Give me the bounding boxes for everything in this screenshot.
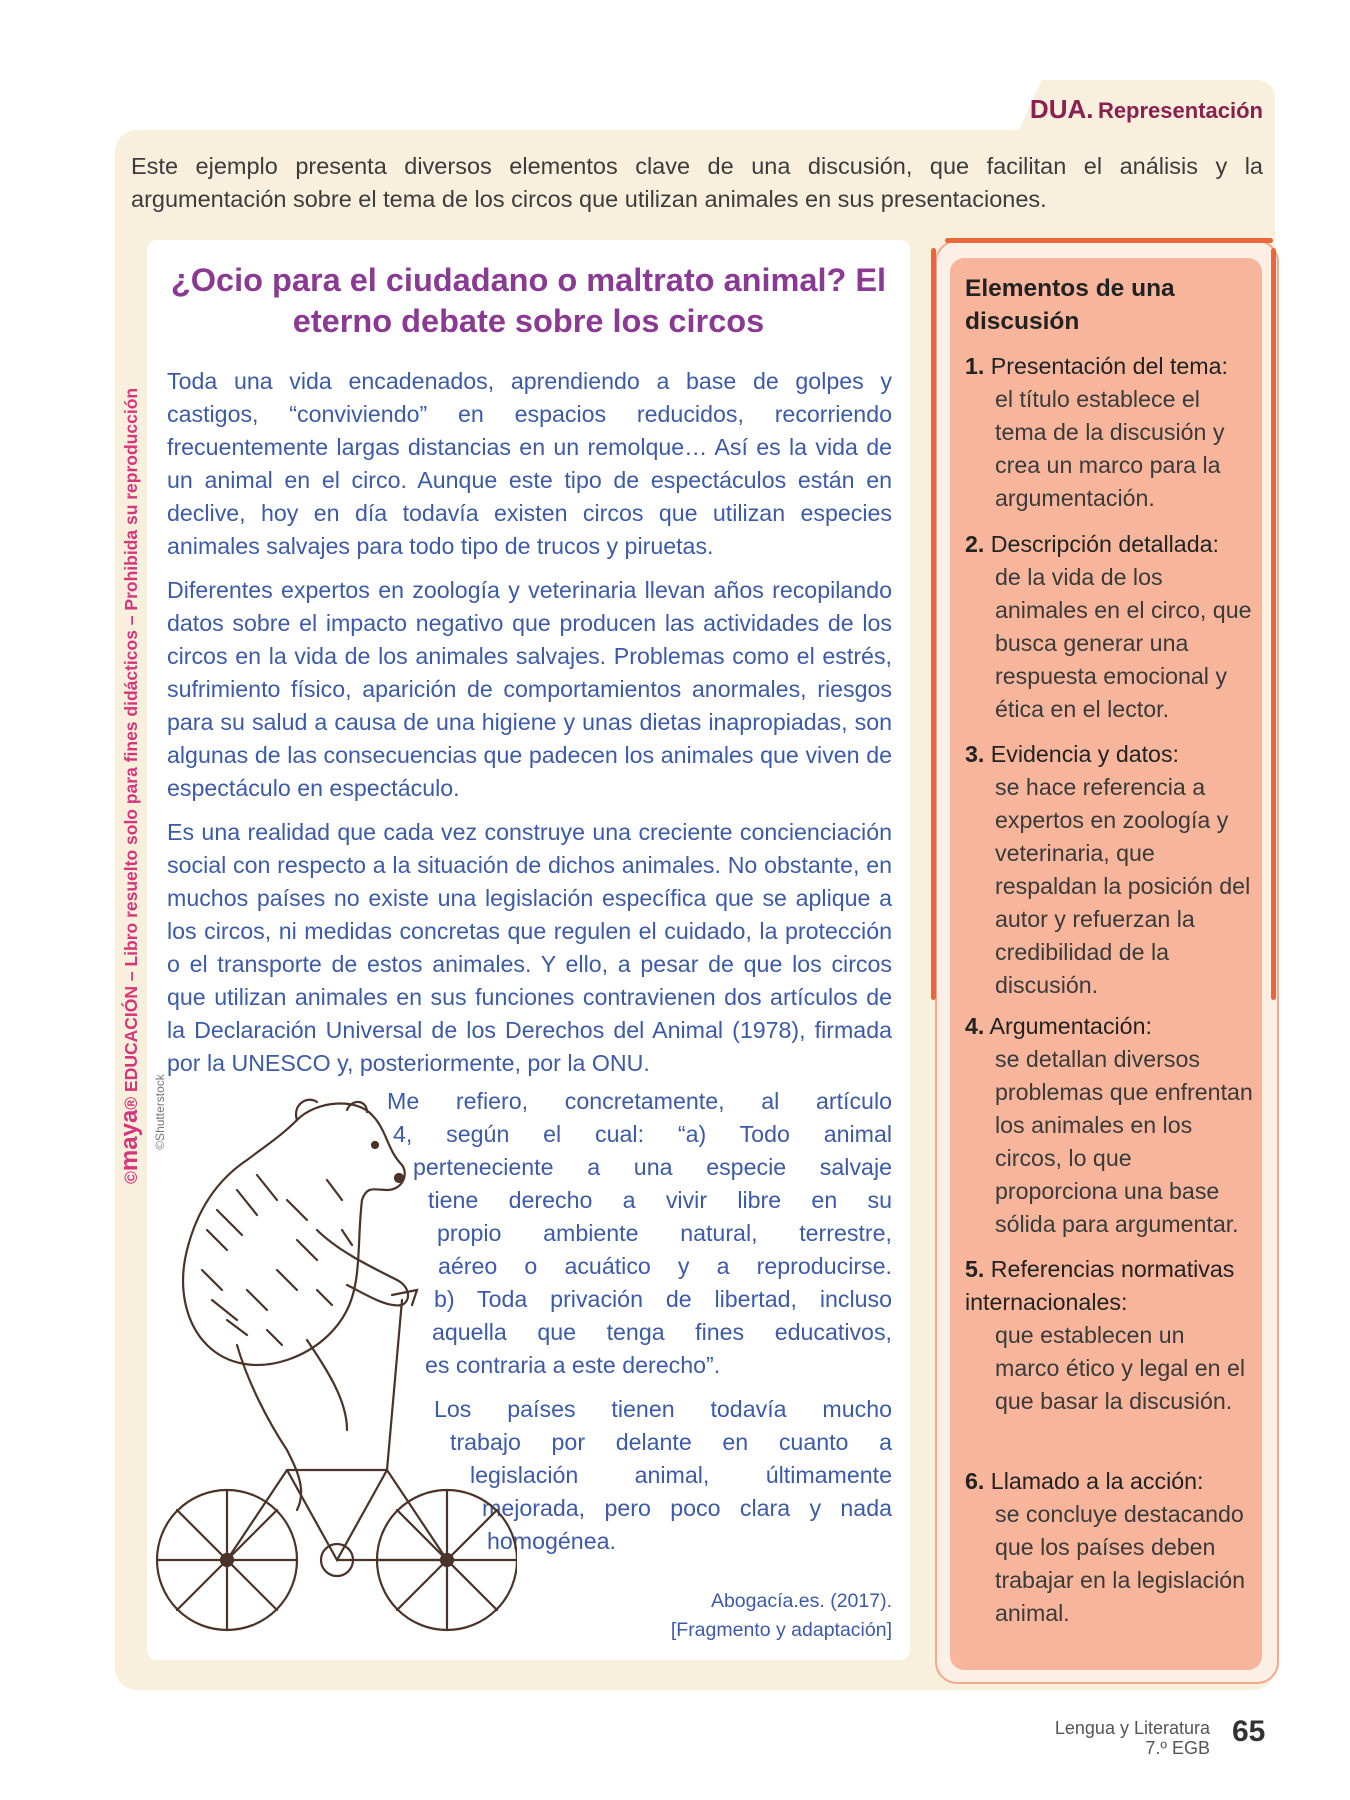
p4-line: Me refiero, concretamente, al artículo	[387, 1088, 892, 1114]
p4-line: 4, según el cual: “a) Todo animal	[393, 1121, 892, 1147]
item-body: se hace referencia a expertos en zoología y veterinaria, que respaldan la posición del autor y refuerzan la credibilidad de la discusión.	[995, 774, 1251, 998]
item-number: 5.	[965, 1256, 985, 1282]
item-number: 1.	[965, 353, 985, 379]
item-heading: Argumentación:	[989, 1013, 1152, 1039]
item-heading: Presentación del tema:	[990, 353, 1228, 379]
grade-label: 7.º EGB	[1145, 1738, 1210, 1758]
p4-line: propio ambiente natural, terrestre,	[437, 1220, 892, 1246]
sidebar-title: Elementos de una discusión	[965, 275, 1175, 335]
p5-line: legislación animal, últimamente	[470, 1462, 892, 1488]
citation	[671, 1587, 892, 1645]
item-number: 6.	[965, 1468, 985, 1494]
p4-line: es contraria a este derecho”.	[425, 1352, 721, 1378]
article-paragraph-2: Diferentes expertos en zoología y veterinaria llevan años recopilando datos sobre el impacto negativo que producen las actividades de los circos en la vida de los animales salvajes. Problemas como el estrés, sufrimiento físico, aparición de comportamientos anormales, riesgos para su salud a causa de una higiene y unas dietas inapropiadas, son algunas de las consecuencias que padecen los animales que viven de espectáculo en espectáculo.	[167, 577, 892, 801]
subject-name: Lengua y Literatura	[1054, 1718, 1210, 1738]
dua-label	[1018, 94, 1263, 125]
p5-line: mejorada, pero poco clara y nada	[482, 1495, 892, 1521]
item-number: 2.	[965, 531, 985, 557]
citation-line-1: Abogacía.es. (2017).	[710, 1590, 892, 1612]
margin-note-text: ® EDUCACIÓN – Libro resuelto solo para fines didácticos – Prohibida su reproducción	[121, 387, 141, 1110]
maya-logo: maya	[116, 1109, 143, 1172]
item-heading: Referencias normativas internacionales:	[965, 1256, 1235, 1315]
p4-line: aquella que tenga fines educativos,	[432, 1319, 892, 1345]
p4-line: perteneciente a una especie salvaje	[413, 1154, 892, 1180]
copyright-symbol: ©	[121, 1171, 141, 1184]
article-title: ¿Ocio para el ciudadano o maltrato animal? El eterno debate sobre los circos	[170, 262, 887, 339]
sidebar-item-4	[965, 1010, 1255, 1241]
sidebar-item-5	[965, 1253, 1255, 1418]
sidebar-item-2	[965, 528, 1255, 726]
sidebar-accent-line-top	[945, 238, 1273, 243]
item-body: el título establece el tema de la discusión y crea un marco para la argumentación.	[995, 386, 1225, 511]
image-credit: ©Shutterstock	[153, 1074, 167, 1150]
article-paragraph-1: Toda una vida encadenados, aprendiendo a base de golpes y castigos, “conviviendo” en espacios reducidos, recorriendo frecuentemente largas distancias en un remolque… Así es la vida de un animal en el circo. Aunque este tipo de espectáculos están en declive, hoy en día todavía existen circos que utilizan especies animales salvajes para todo tipo de trucos y piruetas.	[167, 368, 892, 559]
discussion-elements-panel	[950, 258, 1262, 1670]
intro-text: Este ejemplo presenta diversos elementos clave de una discusión, que facilitan el análisis y la argumentación sobre el tema de los circos que utilizan animales en sus presentaciones.	[131, 153, 1263, 212]
p4-line: tiene derecho a vivir libre en su	[428, 1187, 892, 1213]
p5-line: homogénea.	[487, 1528, 616, 1554]
item-body: se concluye destacando que los países deben trabajar en la legislación animal.	[995, 1501, 1246, 1626]
item-body: se detallan diversos problemas que enfrentan los animales en los circos, lo que proporciona una base sólida para argumentar.	[995, 1046, 1253, 1237]
article-paragraph-3: Es una realidad que cada vez construye una creciente concienciación social con respecto a la situación de dichos animales. No obstante, en muchos países no existe una legislación específica que se aplique a los circos, ni medidas concretas que regulen el cuidado, la protección o el transporte de estos animales. Y ello, a pesar de que los circos que utilizan animales en sus funciones contravienen dos artículos de la Declaración Universal de los Derechos del Animal (1978), firmada por la UNESCO y, posteriormente, por la ONU.	[167, 819, 892, 1076]
footer-subject	[1055, 1718, 1210, 1758]
sidebar-item-1	[965, 350, 1255, 515]
bear-on-bicycle-illustration	[147, 1090, 517, 1650]
item-heading: Llamado a la acción:	[990, 1468, 1204, 1494]
item-number: 3.	[965, 741, 985, 767]
sidebar-item-3	[965, 738, 1255, 1002]
item-heading: Descripción detallada:	[990, 531, 1219, 557]
item-number: 4.	[965, 1013, 985, 1039]
margin-copyright-note	[116, 387, 144, 1184]
item-body: de la vida de los animales en el circo, que busca generar una respuesta emocional y ética en el lector.	[995, 564, 1252, 722]
p5-line: Los países tienen todavía mucho	[434, 1396, 892, 1422]
dua-bold: DUA.	[1029, 94, 1094, 124]
item-heading: Evidencia y datos:	[990, 741, 1179, 767]
p5-line: trabajo por delante en cuanto a	[450, 1429, 892, 1455]
sidebar-accent-line-right	[1271, 248, 1276, 1000]
item-body: que establecen un marco ético y legal en el que basar la discusión.	[995, 1322, 1246, 1414]
sidebar-accent-line	[931, 248, 936, 1000]
p4-line: b) Toda privación de libertad, incluso	[434, 1286, 892, 1312]
article-card	[147, 240, 910, 1660]
dua-text: Representación	[1097, 98, 1263, 123]
citation-line-2: [Fragmento y adaptación]	[670, 1619, 892, 1641]
sidebar-item-6	[965, 1465, 1255, 1630]
p4-line: aéreo o acuático y a reproducirse.	[438, 1253, 892, 1279]
page-number: 65	[1232, 1715, 1266, 1748]
